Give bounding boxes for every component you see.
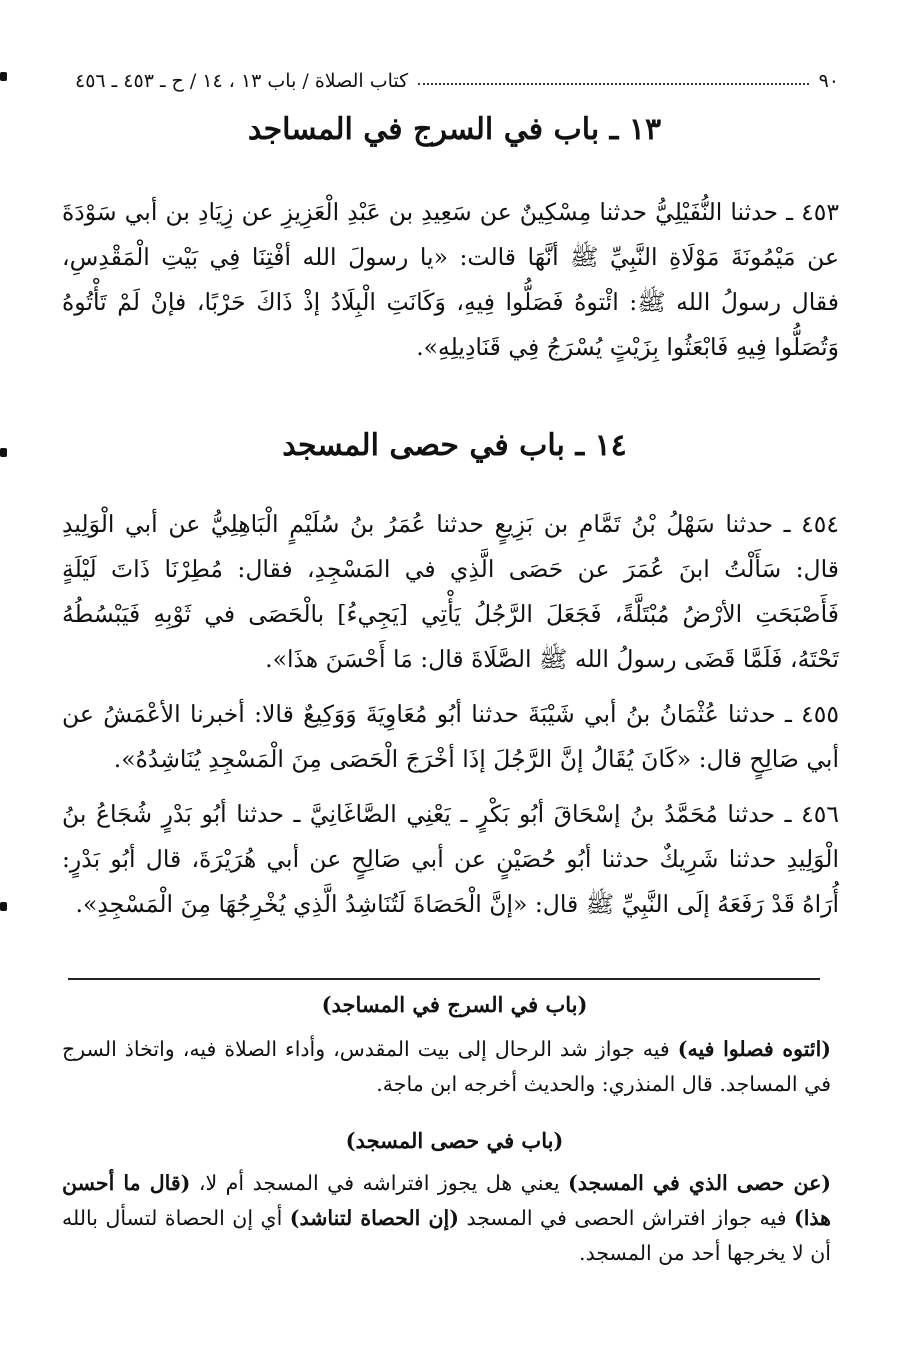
hadith-455: ٤٥٥ ـ حدثنا عُثْمَانُ بنُ أبي شَيْبَةَ حدثنا أبُو مُعَاوِيَةَ وَوَكِيعٌ قالا: أخبرنا الأعْمَشُ عن أبي صَالِحٍ قال: «كَانَ يُقَالُ إنَّ الرَّجُلَ إذَا أخْرَجَ الْحَصَى مِنَ الْمَسْجِدِ يُنَاشِدُهُ».	[62, 700, 839, 773]
page-number: ٩٠	[818, 70, 839, 92]
section-13-title: ١٣ ـ باب في السرج في المساجد	[247, 112, 662, 147]
note-1-heading: (باب في السرج في المساجد)	[321, 992, 588, 1017]
margin-mark	[0, 902, 7, 911]
margin-mark	[0, 448, 7, 457]
margin-mark	[0, 72, 7, 81]
section-14-title: ١٤ ـ باب في حصى المسجد	[282, 428, 627, 463]
note-2-keyword-2: (قال ما أحسن هذا)	[62, 1171, 831, 1230]
note-2-keyword-1: (عن حصى الذي في المسجد)	[568, 1171, 831, 1195]
hadith-456: ٤٥٦ ـ حدثنا مُحَمَّدُ بنُ إسْحَاقَ أبُو بَكْرٍ ـ يَعْنِي الصَّاغَانِيَّ ـ حدثنا أبُو بَدْرٍ شُجَاعُ بنُ الْوَلِيدِ حدثنا شَرِيكٌ حدثنا أبُو حُصَيْنٍ عن أبي صَالِحٍ عن أبي هُرَيْرَةَ، قال أبُو بَدْرٍ: أُرَاهُ قَدْ رَفَعَهُ إلَى النَّبِيِّ ﷺ قال: «إنَّ الْحَصَاةَ لَتُنَاشِدُ الَّذِي يُخْرِجُهَا مِنَ الْمَسْجِدِ».	[62, 800, 839, 918]
note-2-heading: (باب في حصى المسجد)	[345, 1128, 564, 1153]
page-header	[75, 58, 839, 92]
hadith-454: ٤٥٤ ـ حدثنا سَهْلُ بْنُ تَمَّامِ بن بَزِيعٍ حدثنا عُمَرُ بنُ سُلَيْمٍ الْبَاهِلِيُّ عن أبي الْوَلِيدِ قال: سَأَلْتُ ابنَ عُمَرَ عن حَصَى الَّذِي في المَسْجِدِ، فقال: مُطِرْنَا ذَاتَ لَيْلَةٍ فَأَصْبَحَتِ الأرْضُ مُبْتَلَّةً، فَجَعَلَ الرَّجُلُ يَأْتِي [يَجِيءُ] بالْحَصَى في ثَوْبِهِ فَيَبْسُطُهُ تَحْتَهُ، فَلَمَّا قَضَى رسولُ الله ﷺ الصَّلَاةَ قال: مَا أَحْسَنَ هذَا».	[62, 510, 839, 673]
note-2-body-2: فيه جواز افتراش الحصى في المسجد	[458, 1206, 795, 1230]
hadith-453: ٤٥٣ ـ حدثنا النُّفَيْلِيُّ حدثنا مِسْكِينٌ عن سَعِيدِ بن عَبْدِ الْعَزِيزِ عن زِيَادِ بن أبي سَوْدَةَ عن مَيْمُونَةَ مَوْلَاةِ النَّبِيِّ ﷺ أنَّهَا قالت: «يا رسولَ الله أفْتِنَا فِي بَيْتِ الْمَقْدِسِ، فقال رسولُ الله ﷺ: ائْتوهُ فَصَلُّوا فِيهِ، وَكَانَتِ الْبِلَادُ إذْ ذَاكَ حَرْبًا، فإنْ لَمْ تَأْتُوهُ وَتُصَلُّوا فِيهِ فَابْعَثُوا بِزَيْتٍ يُسْرَجُ فِي قَنَادِيلِهِ».	[62, 198, 839, 361]
note-2-keyword-3: (إن الحصاة لتناشد)	[289, 1206, 459, 1230]
note-2-text	[62, 1166, 831, 1271]
note-2-body-3: أي إن الحصاة لتسأل بالله أن لا يخرجها أحد من المسجد.	[62, 1206, 831, 1265]
footnote-separator	[68, 978, 820, 980]
note-1-body: فيه جواز شد الرحال إلى بيت المقدس، وأداء الصلاة فيه، واتخاذ السرج في المساجد. قال المنذري: والحديث أخرجه ابن ماجة.	[62, 1037, 831, 1096]
note-1-text	[62, 1032, 831, 1102]
note-1-keyword: (ائتوه فصلوا فيه)	[677, 1037, 831, 1061]
dotted-leader	[418, 83, 808, 85]
running-title: كتاب الصلاة / باب ١٣ ، ١٤ / ح ـ ٤٥٣ ـ ٤٥٦	[75, 70, 409, 92]
note-2-body-1: يعني هل يجوز افتراشه في المسجد أم لا،	[190, 1171, 569, 1195]
